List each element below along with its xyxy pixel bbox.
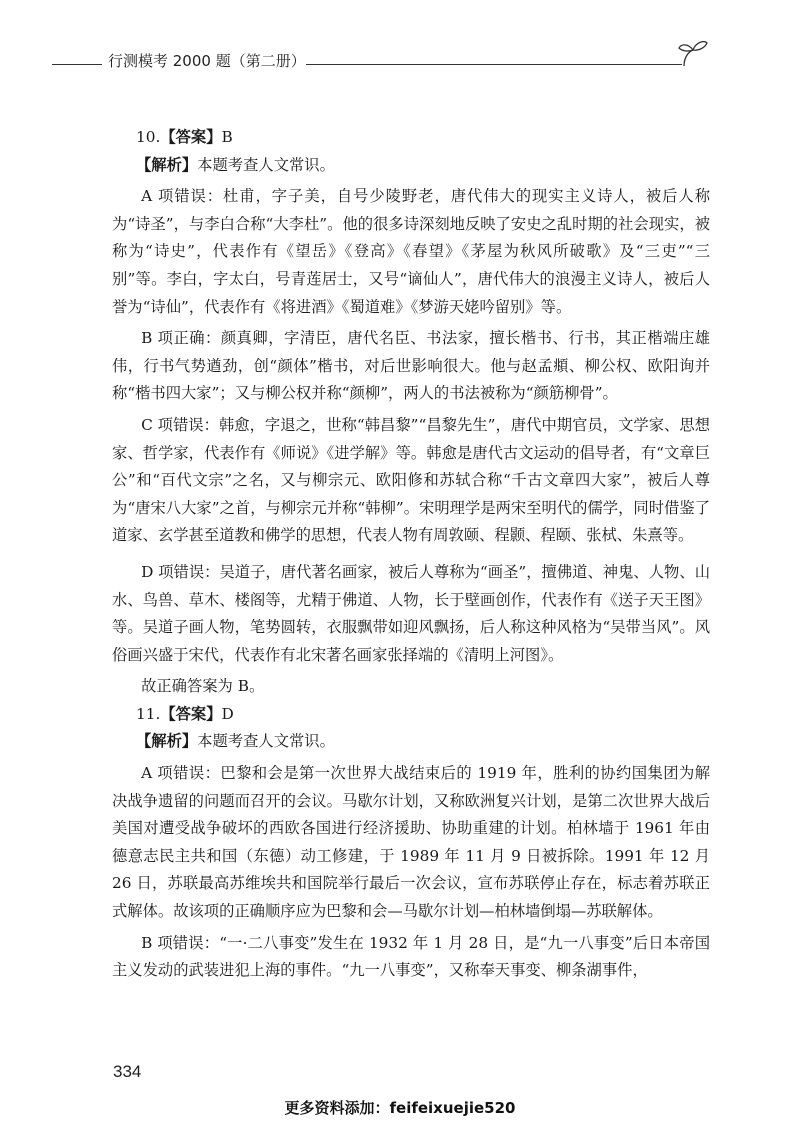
q11-analysis-line [112,728,710,756]
q11-answer-line [112,701,710,729]
q10-analysis-line [112,152,710,180]
sprout-icon [676,38,710,70]
q11-analysis-tag: 【解析】 [136,732,198,751]
q11-answer-value: D [221,704,234,723]
footer-note: 更多资料添加：feifeixuejie520 [284,1099,516,1117]
q10-analysis-tag: 【解析】 [136,155,198,174]
q11-analysis-text: 本题考查人文常识。 [197,732,335,751]
q10-answer-value: B [221,128,233,146]
header-rule-right [306,64,682,65]
page-body [112,124,710,985]
q10-option-a: A 项错误：杜甫，字子美，自号少陵野老，唐代伟大的现实主义诗人，被后人称为“诗圣”，与李白合称“大李杜”。他的很多诗深刻地反映了安史之乱时期的社会现实，被称为“诗史”，代表作有《望岳》《登高》《春望》《茅屋为秋风所破歌》及“三吏”“三别”等。李白，字太白，号青莲居士，又号“谪仙人”，唐代伟大的浪漫主义诗人，被后人誉为“诗仙”，代表作有《将进酒》《蜀道难》《梦游天姥吟留别》等。 [112,187,710,316]
header-rule-left [52,64,102,65]
q10-analysis-text: 本题考查人文常识。 [197,155,335,174]
q11-answer-tag: 【答案】 [160,704,222,723]
q10-option-c: C 项错误：韩愈，字退之，世称“韩昌黎”“昌黎先生”，唐代中期官员，文学家、思想家、哲学家，代表作有《师说》《进学解》等。韩愈是唐代古文运动的倡导者，有“文章巨公”和“百代文宗”之名，又与柳宗元、欧阳修和苏轼合称“千古文章四大家”，被后人尊为“唐宋八大家”之首，与柳宗元并称“韩柳”。宋明理学是两宋至明代的儒学，同时借鉴了道家、玄学甚至道教和佛学的思想，代表人物有周敦颐、程颢、程颐、张栻、朱熹等。 [112,415,710,545]
page-header [0,38,800,78]
q10-option-d: D 项错误：吴道子，唐代著名画家，被后人尊称为“画圣”，擅佛道、神鬼、人物、山水、鸟兽、草木、楼阁等，尤精于佛道、人物，长于壁画创作，代表作有《送子天王图》等。吴道子画人物，笔势圆转，衣服飘带如迎风飘扬，后人称这种风格为“吴带当风”。风俗画兴盛于宋代，代表作有北宋著名画家张择端的《清明上河图》。 [112,562,710,664]
q11-option-a: A 项错误：巴黎和会是第一次世界大战结束后的 1919 年，胜利的协约国集团为解决战争遗留的问题而召开的会议。马歇尔计划，又称欧洲复兴计划，是第二次世界大战后美国对遭受战争破坏的西欧各国进行经济援助、协助重建的计划。柏林墙于 1961 年由德意志民主共和国（东德）动工修建，于 1989 年 11 月 9 日被拆除。1991 年 12 月 26 日，苏联最高苏维埃共和国院举行最后一次会议，宣布苏联停止存在，标志着苏联正式解体。故该项的正确顺序应为巴黎和会—马歇尔计划—柏林墙倒塌—苏联解体。 [112,764,710,921]
q10-number: 10. [136,128,161,146]
q10-answer-line [112,124,710,152]
q10-answer-tag: 【答案】 [160,128,222,146]
running-title: 行测模考 2000 题（第二册） [108,52,306,70]
q10-conclusion: 故正确答案为 B。 [141,677,265,696]
q11-number: 11. [136,704,161,723]
q11-option-b: B 项错误：“一·二八事变”发生在 1932 年 1 月 28 日，是“九一八事变”后日本帝国主义发动的武装进犯上海的事件。“九一八事变”，又称奉天事变、柳条湖事件， [112,933,710,980]
q10-option-b: B 项正确：颜真卿，字清臣，唐代名臣、书法家，擅长楷书、行书，其正楷端庄雄伟，行书气势遒劲，创“颜体”楷书，对后世影响很大。他与赵孟頫、柳公权、欧阳询并称“楷书四大家”；又与柳公权并称“颜柳”，两人的书法被称为“颜筋柳骨”。 [112,329,710,403]
page-number: 334 [113,1062,142,1081]
